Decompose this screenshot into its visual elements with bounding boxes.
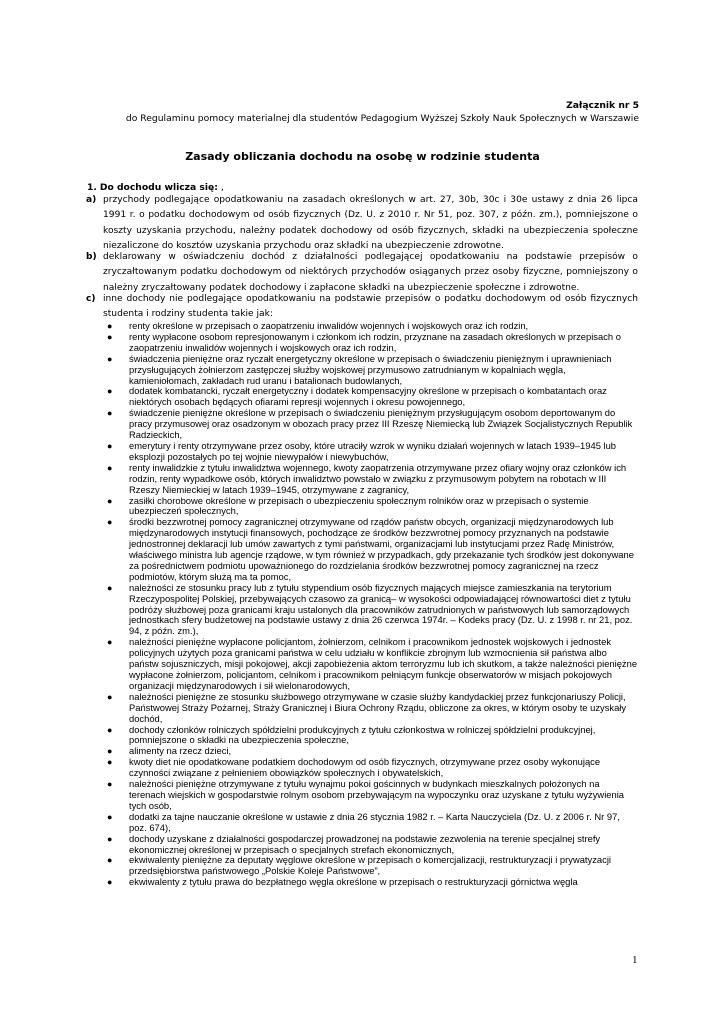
paragraph-marker: c) bbox=[86, 294, 96, 304]
paragraph-c bbox=[86, 292, 638, 323]
bullet-icon: ● bbox=[107, 440, 113, 451]
list-item-text: dochody uzyskane z działalności gospodarczej prowadzonej na podstawie zezwolenia na terenie specjalnej strefy ekonomicznej określonej w przepisach o specjalnych strefach ekonomicznych, bbox=[129, 832, 601, 855]
paragraph-a bbox=[86, 193, 638, 254]
list-item-text: należności pieniężne otrzymywane z tytułu wynajmu pokoi gościnnych w budynkach mieszkalnych położonych na terenach wiejskich w gospodarstwie rolnym osobom przebywającym na wypoczynku oraz uzyskane z tytułu wyżywienia tych osób, bbox=[129, 778, 625, 811]
list-item bbox=[103, 332, 638, 354]
list-item bbox=[103, 496, 638, 518]
list-item-text: świadczenie pieniężne określone w przepisach o świadczeniu pieniężnym przysługującym osobom deportowanym do pracy przymusowej oraz osadzonym w obozach pracy przez III Rzeszę Niemiecką lub Związek Socjalistycznych Republik Radzieckich, bbox=[129, 407, 633, 441]
list-item bbox=[103, 877, 638, 888]
bullet-icon: ● bbox=[107, 321, 113, 331]
attachment-title: Załącznik nr 5 bbox=[566, 100, 639, 111]
list-item-text: środki bezzwrotnej pomocy zagranicznej otrzymywane od rządów państw obcych, organizacji międzynarodowych lub międzynarodowych instytucji finansowych, pochodzące ze środków bezzwrotnej pomocy przyznanych na podstawie jednostronnej deklaracji lub umów zawartych z tymi państwami, organizacjami lub instytucjami przez Radę Ministrów, właściwego ministra lub agencje rządowe, w tym również w przypadkach, gdy przekazanie tych środków jest dokonywane za pośrednictwem podmiotu upoważnionego do rozdzielania środków bezzwrotnej pomocy zagranicznej na rzecz podmiotów, którym służą ma ta pomoc, bbox=[129, 516, 634, 582]
list-item-text: ekwiwalenty z tytułu prawa do bezpłatnego węgla określone w przepisach o restrukturyzacji górnictwa węgla bbox=[129, 876, 578, 888]
list-item bbox=[103, 692, 638, 725]
list-item bbox=[103, 812, 638, 834]
list-item-text: należności pieniężne ze stosunku służbowego otrzymywane w czasie służby kandydackiej przez funkcjonariuszy Policji, Państwowej Straży Pożarnej, Straży Granicznej i Biura Ochrony Rządu, obliczone za okres, w którym osoby te uzyskały dochód, bbox=[129, 690, 627, 724]
section-heading bbox=[87, 182, 224, 193]
list-item bbox=[103, 583, 638, 638]
list-item bbox=[103, 834, 638, 856]
list-item bbox=[103, 463, 638, 496]
bullet-icon: ● bbox=[107, 353, 113, 364]
list-item-text: renty inwalidzkie z tytułu inwalidztwa wojennego, kwoty zaopatrzenia otrzymywane przez ofiary wojny oraz członków ich rodzin, renty wypadkowe osób, których inwalidztwo powstało w związku z przymusowym pobytem na robotach w III Rzeszy Niemieckiej w latach 1939–1945, otrzymywane z zagranicy, bbox=[129, 461, 627, 495]
list-item bbox=[103, 855, 638, 877]
list-item-text: kwoty diet nie opodatkowane podatkiem dochodowym od osób fizycznych, otrzymywane przez osoby wykonujące czynności związane z pełnieniem obowiązków społecznych i obywatelskich, bbox=[129, 756, 601, 779]
bullet-icon: ● bbox=[107, 779, 113, 790]
list-item bbox=[103, 386, 638, 408]
bullet-icon: ● bbox=[107, 331, 113, 342]
list-item bbox=[103, 408, 638, 441]
section-number: 1. bbox=[87, 182, 97, 193]
list-item-text: emerytury i renty otrzymywane przez osoby, które utraciły wzrok w wyniku działań wojennych w latach 1939–1945 lub eksplozji pozostałych po tej wojnie niewypałów i niewybuchów, bbox=[129, 439, 617, 462]
list-item-text: należności ze stosunku pracy lub z tytułu stypendium osób fizycznych mających miejsce zamieszkania na terytorium Rzeczypospolitej Polskiej, przebywających czasowo za granicą– w wysokości odpowiadającej równowartości diet z tytułu podróży służbowej poza granicami kraju ustalonych dla pracowników zatrudnionych w państwowych lub samorządowych jednostkach sfery budżetowej na podstawie ustawy z dnia 26 czerwca 1974r. – Kodeks pracy (Dz. U. z 1998 r. nr 21, poz. 94, z późn. zm.), bbox=[129, 581, 633, 637]
list-item-text: należności pieniężne wypłacone policjantom, żołnierzom, celnikom i pracownikom jednostek wojskowych i jednostek policyjnych użytych poza granicami państwa w celu udziału w konflikcie zbrojnym lub wzmocnienia sił państwa albo państw sojuszniczych, misji pokojowej, akcji zapobieżenia aktom terroryzmu lub ich skutkom, a także należności pieniężne wypłacone żołnierzom, policjantom, celnikom i pracownikom pełniącym funkcje obserwatorów w misjach pokojowych organizacji międzynarodowych i sił wielonarodowych, bbox=[129, 636, 638, 691]
section-heading-text: Do dochodu wlicza się: bbox=[99, 182, 218, 193]
list-item bbox=[103, 441, 638, 463]
bullet-icon: ● bbox=[107, 517, 113, 528]
bullet-icon: ● bbox=[107, 855, 113, 866]
bullet-icon: ● bbox=[107, 582, 113, 593]
paragraph-text: przychody podlegające opodatkowaniu na zasadach określonych w art. 27, 30b, 30c i 30e ustawy z dnia 26 lipca 1991 r. o podatku dochodowym od osób fizycznych (Dz. U. z 2010 r. Nr 51, poz. 307, z późn. zm.), pomniejszone o koszty uzyskania przychodu, należny podatek dochodowy od osób fizycznych, składki na ubezpieczenia społeczne niezaliczone do kosztów uzyskania przychodu oraz składki na ubezpieczenie zdrowotne. bbox=[103, 195, 638, 251]
attachment-header bbox=[126, 99, 639, 125]
paragraph-marker: b) bbox=[86, 252, 97, 262]
bullet-icon: ● bbox=[107, 877, 113, 888]
bullet-icon: ● bbox=[107, 408, 113, 419]
bullet-icon: ● bbox=[107, 495, 113, 506]
list-item bbox=[103, 637, 638, 692]
bullet-icon: ● bbox=[107, 462, 113, 473]
list-item-text: świadczenia pieniężne oraz ryczałt energetyczny określone w przepisach o świadczeniu pieniężnym i uprawnieniach przysługujących żołnierzom zastępczej służby wojskowej przymusowo zatrudnianym w kopalniach węgla, kamieniołomach, zakładach rud uranu i batalionach budowlanych, bbox=[129, 352, 612, 386]
attachment-subtitle: do Regulaminu pomocy materialnej dla studentów Pedagogium Wyższej Szkoły Nauk Społecznych w Warszawie bbox=[125, 113, 639, 124]
list-item-text: dodatek kombatancki, ryczałt energetyczny i dodatek kompensacyjny określone w przepisach o kombatantach oraz niektórych osobach będących ofiarami represji wojennych i okresu powojennego, bbox=[129, 385, 607, 408]
list-item bbox=[103, 757, 638, 779]
paragraph-marker: a) bbox=[86, 195, 97, 205]
list-item-text: ekwiwalenty pieniężne za deputaty węglowe określone w przepisach o komercjalizacji, restrukturyzacji i prywatyzacji przedsiębiorstwa państwowego „Polskie Koleje Państwowe”, bbox=[129, 854, 611, 877]
bullet-icon: ● bbox=[107, 833, 113, 844]
bullet-icon: ● bbox=[107, 724, 113, 735]
paragraph-b bbox=[86, 250, 638, 296]
list-item-text: renty określone w przepisach o zaopatrzeniu inwalidów wojennych i wojskowych oraz ich rodzin, bbox=[129, 320, 529, 331]
bullet-icon: ● bbox=[107, 811, 113, 822]
paragraph-text: inne dochody nie podlegające opodatkowaniu na podstawie przepisów o podatku dochodowym od osób fizycznych studenta i rodziny studenta takie jak: bbox=[103, 294, 638, 320]
list-item bbox=[103, 354, 638, 387]
list-item-text: dochody członków rolniczych spółdzielni produkcyjnych z tytułu członkostwa w rolniczej spółdzielni produkcyjnej, pomniejszone o składki na ubezpieczenia społeczne, bbox=[129, 723, 596, 746]
list-item-text: dodatki za tajne nauczanie określone w ustawie z dnia 26 stycznia 1982 r. – Karta Nauczyciela (Dz. U. z 2006 r. Nr 97, poz. 674), bbox=[129, 810, 620, 833]
list-item-text: renty wypłacone osobom represjonowanym i członkom ich rodzin, przyznane na zasadach określonych w przepisach o zaopatrzeniu inwalidów wojennych i wojskowych oraz ich rodzin, bbox=[129, 330, 621, 353]
list-item bbox=[103, 725, 638, 747]
list-item-text: alimenty na rzecz dzieci, bbox=[129, 745, 232, 757]
section-heading-suffix: , bbox=[217, 182, 224, 193]
list-item bbox=[103, 517, 638, 582]
list-item-text: zasiłki chorobowe określone w przepisach o ubezpieczeniu społecznym rolników oraz w przepisach o systemie ubezpieczeń społecznych, bbox=[129, 494, 589, 517]
bullet-icon: ● bbox=[107, 691, 113, 702]
bullet-icon: ● bbox=[107, 757, 113, 768]
page-number: 1 bbox=[632, 954, 638, 966]
bullet-icon: ● bbox=[107, 637, 113, 648]
bullet-icon: ● bbox=[107, 386, 113, 397]
bullet-icon: ● bbox=[107, 746, 113, 757]
income-list bbox=[103, 321, 638, 888]
list-item bbox=[103, 779, 638, 812]
paragraph-text: deklarowany w oświadczeniu dochód z działalności podlegającej opodatkowaniu na podstawie przepisów o zryczałtowanym podatku dochodowym od niektórych przychodów osiąganych przez osoby fizyczne, pomniejszony o należny zryczałtowany podatek dochodowy i zapłacone składki na ubezpieczenie społeczne i zdrowotne. bbox=[103, 252, 638, 293]
document-title: Zasady obliczania dochodu na osobę w rodzinie studenta bbox=[185, 150, 540, 163]
